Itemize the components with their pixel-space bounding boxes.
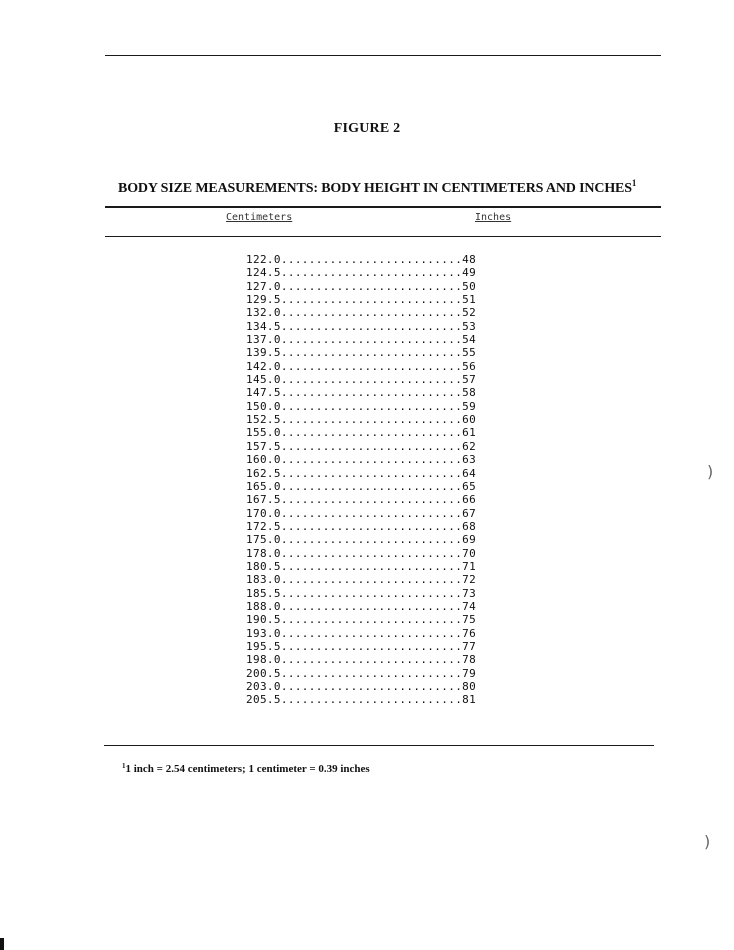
cell-centimeters: 127.0: [246, 279, 281, 293]
table-row: [246, 266, 546, 279]
table-row: [246, 453, 546, 466]
cell-inches: 55: [462, 346, 477, 360]
dot-leader: ..........................: [280, 626, 463, 640]
cell-inches: 70: [462, 546, 477, 560]
cell-centimeters: 132.0: [246, 306, 281, 320]
title-footnote-marker: 1: [631, 178, 637, 188]
dot-leader: ..........................: [280, 573, 463, 587]
dot-leader: ..........................: [280, 533, 463, 547]
cell-centimeters: 122.0: [246, 253, 281, 266]
cell-inches: 81: [462, 693, 477, 707]
dot-leader: ..........................: [280, 519, 463, 533]
cell-centimeters: 165.0: [246, 479, 281, 493]
dot-leader: ..........................: [280, 586, 463, 600]
cell-inches: 65: [462, 479, 477, 493]
table-title: [118, 178, 636, 197]
figure-label: FIGURE 2: [333, 121, 401, 136]
table-row: [246, 587, 546, 600]
table-row: [246, 533, 546, 546]
cell-centimeters: 200.5: [246, 666, 281, 680]
dot-leader: ..........................: [280, 506, 463, 520]
cell-inches: 53: [462, 319, 477, 333]
cell-centimeters: 193.0: [246, 626, 281, 640]
cell-centimeters: 185.5: [246, 586, 281, 600]
cell-inches: 60: [462, 413, 477, 427]
cell-centimeters: 145.0: [246, 373, 281, 387]
dot-leader: ..........................: [280, 479, 463, 493]
cell-inches: 52: [462, 306, 477, 320]
dot-leader: ..........................: [280, 653, 463, 667]
dot-leader: ..........................: [280, 319, 463, 333]
cell-centimeters: 129.5: [246, 293, 281, 307]
cell-inches: 58: [462, 386, 477, 400]
dot-leader: ..........................: [280, 613, 463, 627]
table-row: [246, 386, 546, 399]
dot-leader: ..........................: [280, 680, 463, 693]
dot-leader: ..........................: [280, 559, 463, 573]
table-row: [246, 520, 546, 533]
cell-inches: 71: [462, 559, 477, 573]
cell-inches: 79: [462, 666, 477, 680]
bottom-divider: [104, 745, 654, 746]
cell-centimeters: 124.5: [246, 266, 281, 280]
table-row: [246, 600, 546, 613]
dot-leader: ..........................: [280, 333, 463, 347]
column-header-centimeters: Centimeters: [226, 212, 293, 223]
cell-centimeters: 195.5: [246, 639, 281, 653]
cell-inches: 50: [462, 279, 477, 293]
cell-centimeters: 203.0: [246, 680, 281, 693]
cell-centimeters: 155.0: [246, 426, 281, 440]
table-row: [246, 467, 546, 480]
cell-inches: 61: [462, 426, 477, 440]
table-row: [246, 667, 546, 680]
cell-inches: 77: [462, 639, 477, 653]
table-row: [246, 426, 546, 439]
cell-inches: 78: [462, 653, 477, 667]
footnote: [122, 762, 370, 775]
cell-centimeters: 147.5: [246, 386, 281, 400]
table-row: [246, 373, 546, 386]
cell-inches: 76: [462, 626, 477, 640]
table-row: [246, 640, 546, 653]
table-row: [246, 333, 546, 346]
table-row: [246, 280, 546, 293]
cell-inches: 63: [462, 453, 477, 467]
cell-centimeters: 178.0: [246, 546, 281, 560]
footnote-marker: 1: [122, 762, 126, 770]
column-header-inches: Inches: [475, 212, 512, 223]
cell-centimeters: 198.0: [246, 653, 281, 667]
cell-inches: 59: [462, 399, 477, 413]
cell-centimeters: 160.0: [246, 453, 281, 467]
cell-inches: 72: [462, 573, 477, 587]
dot-leader: ..........................: [280, 599, 463, 613]
cell-inches: 57: [462, 373, 477, 387]
header-bottom-rule: [105, 236, 661, 237]
cell-inches: 62: [462, 439, 477, 453]
dot-leader: ..........................: [280, 346, 463, 360]
cell-centimeters: 142.0: [246, 359, 281, 373]
cell-centimeters: 150.0: [246, 399, 281, 413]
cell-inches: 68: [462, 519, 477, 533]
table-row: [246, 293, 546, 306]
table-row: [246, 320, 546, 333]
cell-centimeters: 205.5: [246, 693, 281, 707]
cell-inches: 49: [462, 266, 477, 280]
dot-leader: ..........................: [280, 426, 463, 440]
table-row: [246, 306, 546, 319]
dot-leader: ..........................: [280, 466, 463, 480]
dot-leader: ..........................: [280, 373, 463, 387]
table-row: [246, 573, 546, 586]
cell-inches: 66: [462, 493, 477, 507]
table-row: [246, 613, 546, 626]
dot-leader: ..........................: [280, 666, 463, 680]
margin-mark: ): [704, 832, 711, 851]
cell-inches: 73: [462, 586, 477, 600]
cell-centimeters: 162.5: [246, 466, 281, 480]
cell-centimeters: 139.5: [246, 346, 281, 360]
table-row: [246, 413, 546, 426]
dot-leader: ..........................: [280, 359, 463, 373]
margin-mark: ): [707, 462, 714, 481]
dot-leader: ..........................: [280, 639, 463, 653]
table-row: [246, 346, 546, 359]
dot-leader: ..........................: [280, 306, 463, 320]
cell-centimeters: 183.0: [246, 573, 281, 587]
conversion-table-body: [246, 253, 546, 707]
cell-centimeters: 190.5: [246, 613, 281, 627]
cell-inches: 56: [462, 359, 477, 373]
table-row: [246, 493, 546, 506]
cell-inches: 48: [462, 253, 477, 266]
table-row: [246, 653, 546, 666]
table-row: [246, 560, 546, 573]
dot-leader: ..........................: [280, 279, 463, 293]
cell-centimeters: 175.0: [246, 533, 281, 547]
cell-inches: 54: [462, 333, 477, 347]
cell-inches: 74: [462, 599, 477, 613]
table-row: [246, 693, 546, 706]
table-row: [246, 680, 546, 693]
table-row: [246, 253, 546, 266]
dot-leader: ..........................: [280, 253, 463, 266]
table-row: [246, 360, 546, 373]
cell-inches: 75: [462, 613, 477, 627]
dot-leader: ..........................: [280, 399, 463, 413]
cell-centimeters: 134.5: [246, 319, 281, 333]
cell-centimeters: 170.0: [246, 506, 281, 520]
dot-leader: ..........................: [280, 386, 463, 400]
cell-inches: 51: [462, 293, 477, 307]
cell-centimeters: 157.5: [246, 439, 281, 453]
dot-leader: ..........................: [280, 453, 463, 467]
dot-leader: ..........................: [280, 493, 463, 507]
dot-leader: ..........................: [280, 439, 463, 453]
dot-leader: ..........................: [280, 546, 463, 560]
dot-leader: ..........................: [280, 693, 463, 707]
cell-centimeters: 188.0: [246, 599, 281, 613]
scan-edge-mark: [0, 938, 4, 950]
dot-leader: ..........................: [280, 266, 463, 280]
cell-centimeters: 167.5: [246, 493, 281, 507]
cell-inches: 80: [462, 680, 477, 693]
table-row: [246, 627, 546, 640]
table-title-text: BODY SIZE MEASUREMENTS: BODY HEIGHT IN CENTIMETERS AND INCHES: [118, 181, 632, 196]
table-row: [246, 400, 546, 413]
table-row: [246, 507, 546, 520]
dot-leader: ..........................: [280, 413, 463, 427]
table-row: [246, 440, 546, 453]
footnote-text: 1 inch = 2.54 centimeters; 1 centimeter = 0.39 inches: [125, 763, 370, 775]
cell-centimeters: 172.5: [246, 519, 281, 533]
cell-centimeters: 137.0: [246, 333, 281, 347]
cell-inches: 69: [462, 533, 477, 547]
cell-inches: 64: [462, 466, 477, 480]
cell-centimeters: 152.5: [246, 413, 281, 427]
dot-leader: ..........................: [280, 293, 463, 307]
top-divider: [105, 55, 661, 56]
cell-centimeters: 180.5: [246, 559, 281, 573]
table-row: [246, 547, 546, 560]
header-top-rule: [105, 206, 661, 208]
cell-inches: 67: [462, 506, 477, 520]
table-row: [246, 480, 546, 493]
